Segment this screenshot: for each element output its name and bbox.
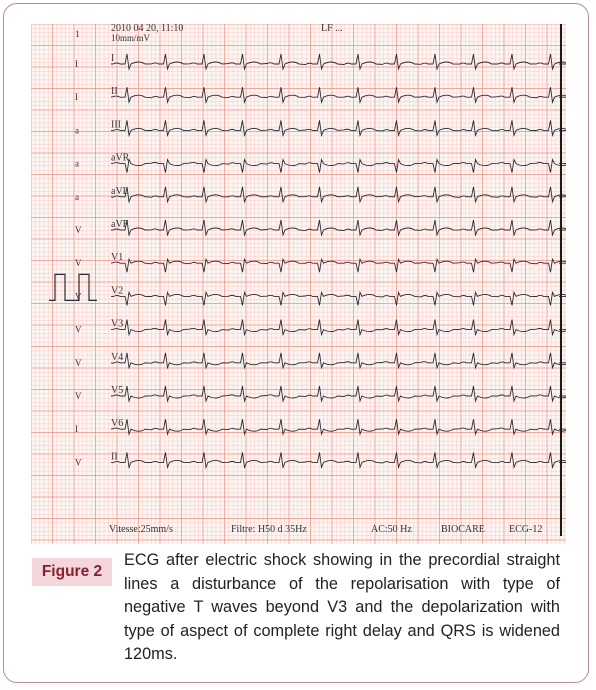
ecg-lead-label: V4 (111, 351, 124, 363)
ecg-paper (31, 24, 566, 544)
ecg-left-mark: a (75, 158, 79, 169)
ecg-left-mark: I (75, 59, 78, 69)
ecg-left-mark: V (75, 391, 82, 401)
ecg-image (31, 24, 566, 544)
figure-caption: ECG after electric shock showing in the precordial straight lines a disturbance of the repolarisation with type of negative T waves beyond V3 and the depolarization with type of aspect of complete right delay and QRS is widened 120ms. (124, 551, 560, 664)
ecg-footer-text: Filtre: H50 d 35Hz (231, 524, 307, 535)
ecg-left-mark: 1 (75, 29, 80, 39)
ecg-lead-label: I (111, 53, 115, 64)
ecg-left-mark: V (75, 324, 82, 335)
ecg-footer-text: Vitesse:25mm/s (109, 524, 173, 535)
ecg-left-mark: I (75, 424, 78, 435)
ecg-left-mark: V (75, 225, 82, 235)
ecg-header-right: LF ... (321, 24, 343, 34)
ecg-lead-label: V3 (111, 318, 124, 330)
ecg-left-mark: V (75, 291, 82, 302)
ecg-left-mark: V (75, 457, 82, 468)
ecg-lead-label: V2 (111, 285, 124, 297)
ecg-lead-label: V1 (111, 252, 124, 264)
ecg-left-mark: V (75, 357, 82, 368)
ecg-header-date: 2010 04 20, 11:10 (111, 24, 184, 34)
figure-label: Figure 2 (32, 558, 112, 586)
ecg-lead-label: III (111, 119, 121, 131)
ecg-lead-label: II (111, 86, 118, 98)
ecg-footer-text: AC:50 Hz (371, 524, 412, 535)
ecg-left-mark: V (75, 258, 82, 269)
ecg-calibration-label: 10mm/mV (111, 33, 151, 43)
ecg-lead-label: aVL (111, 185, 129, 197)
ecg-lead-label: V6 (111, 418, 124, 430)
ecg-footer-text: ECG-12 (509, 524, 543, 535)
ecg-lead-label: II (111, 451, 118, 463)
ecg-lead-label: V5 (111, 385, 124, 396)
ecg-left-mark: a (75, 125, 79, 136)
ecg-left-mark: I (75, 92, 78, 103)
ecg-footer-text: BIOCARE (441, 524, 485, 535)
ecg-lead-label: aVF (111, 219, 129, 230)
ecg-lead-label: aVR (111, 152, 130, 164)
ecg-left-mark: a (75, 191, 79, 202)
